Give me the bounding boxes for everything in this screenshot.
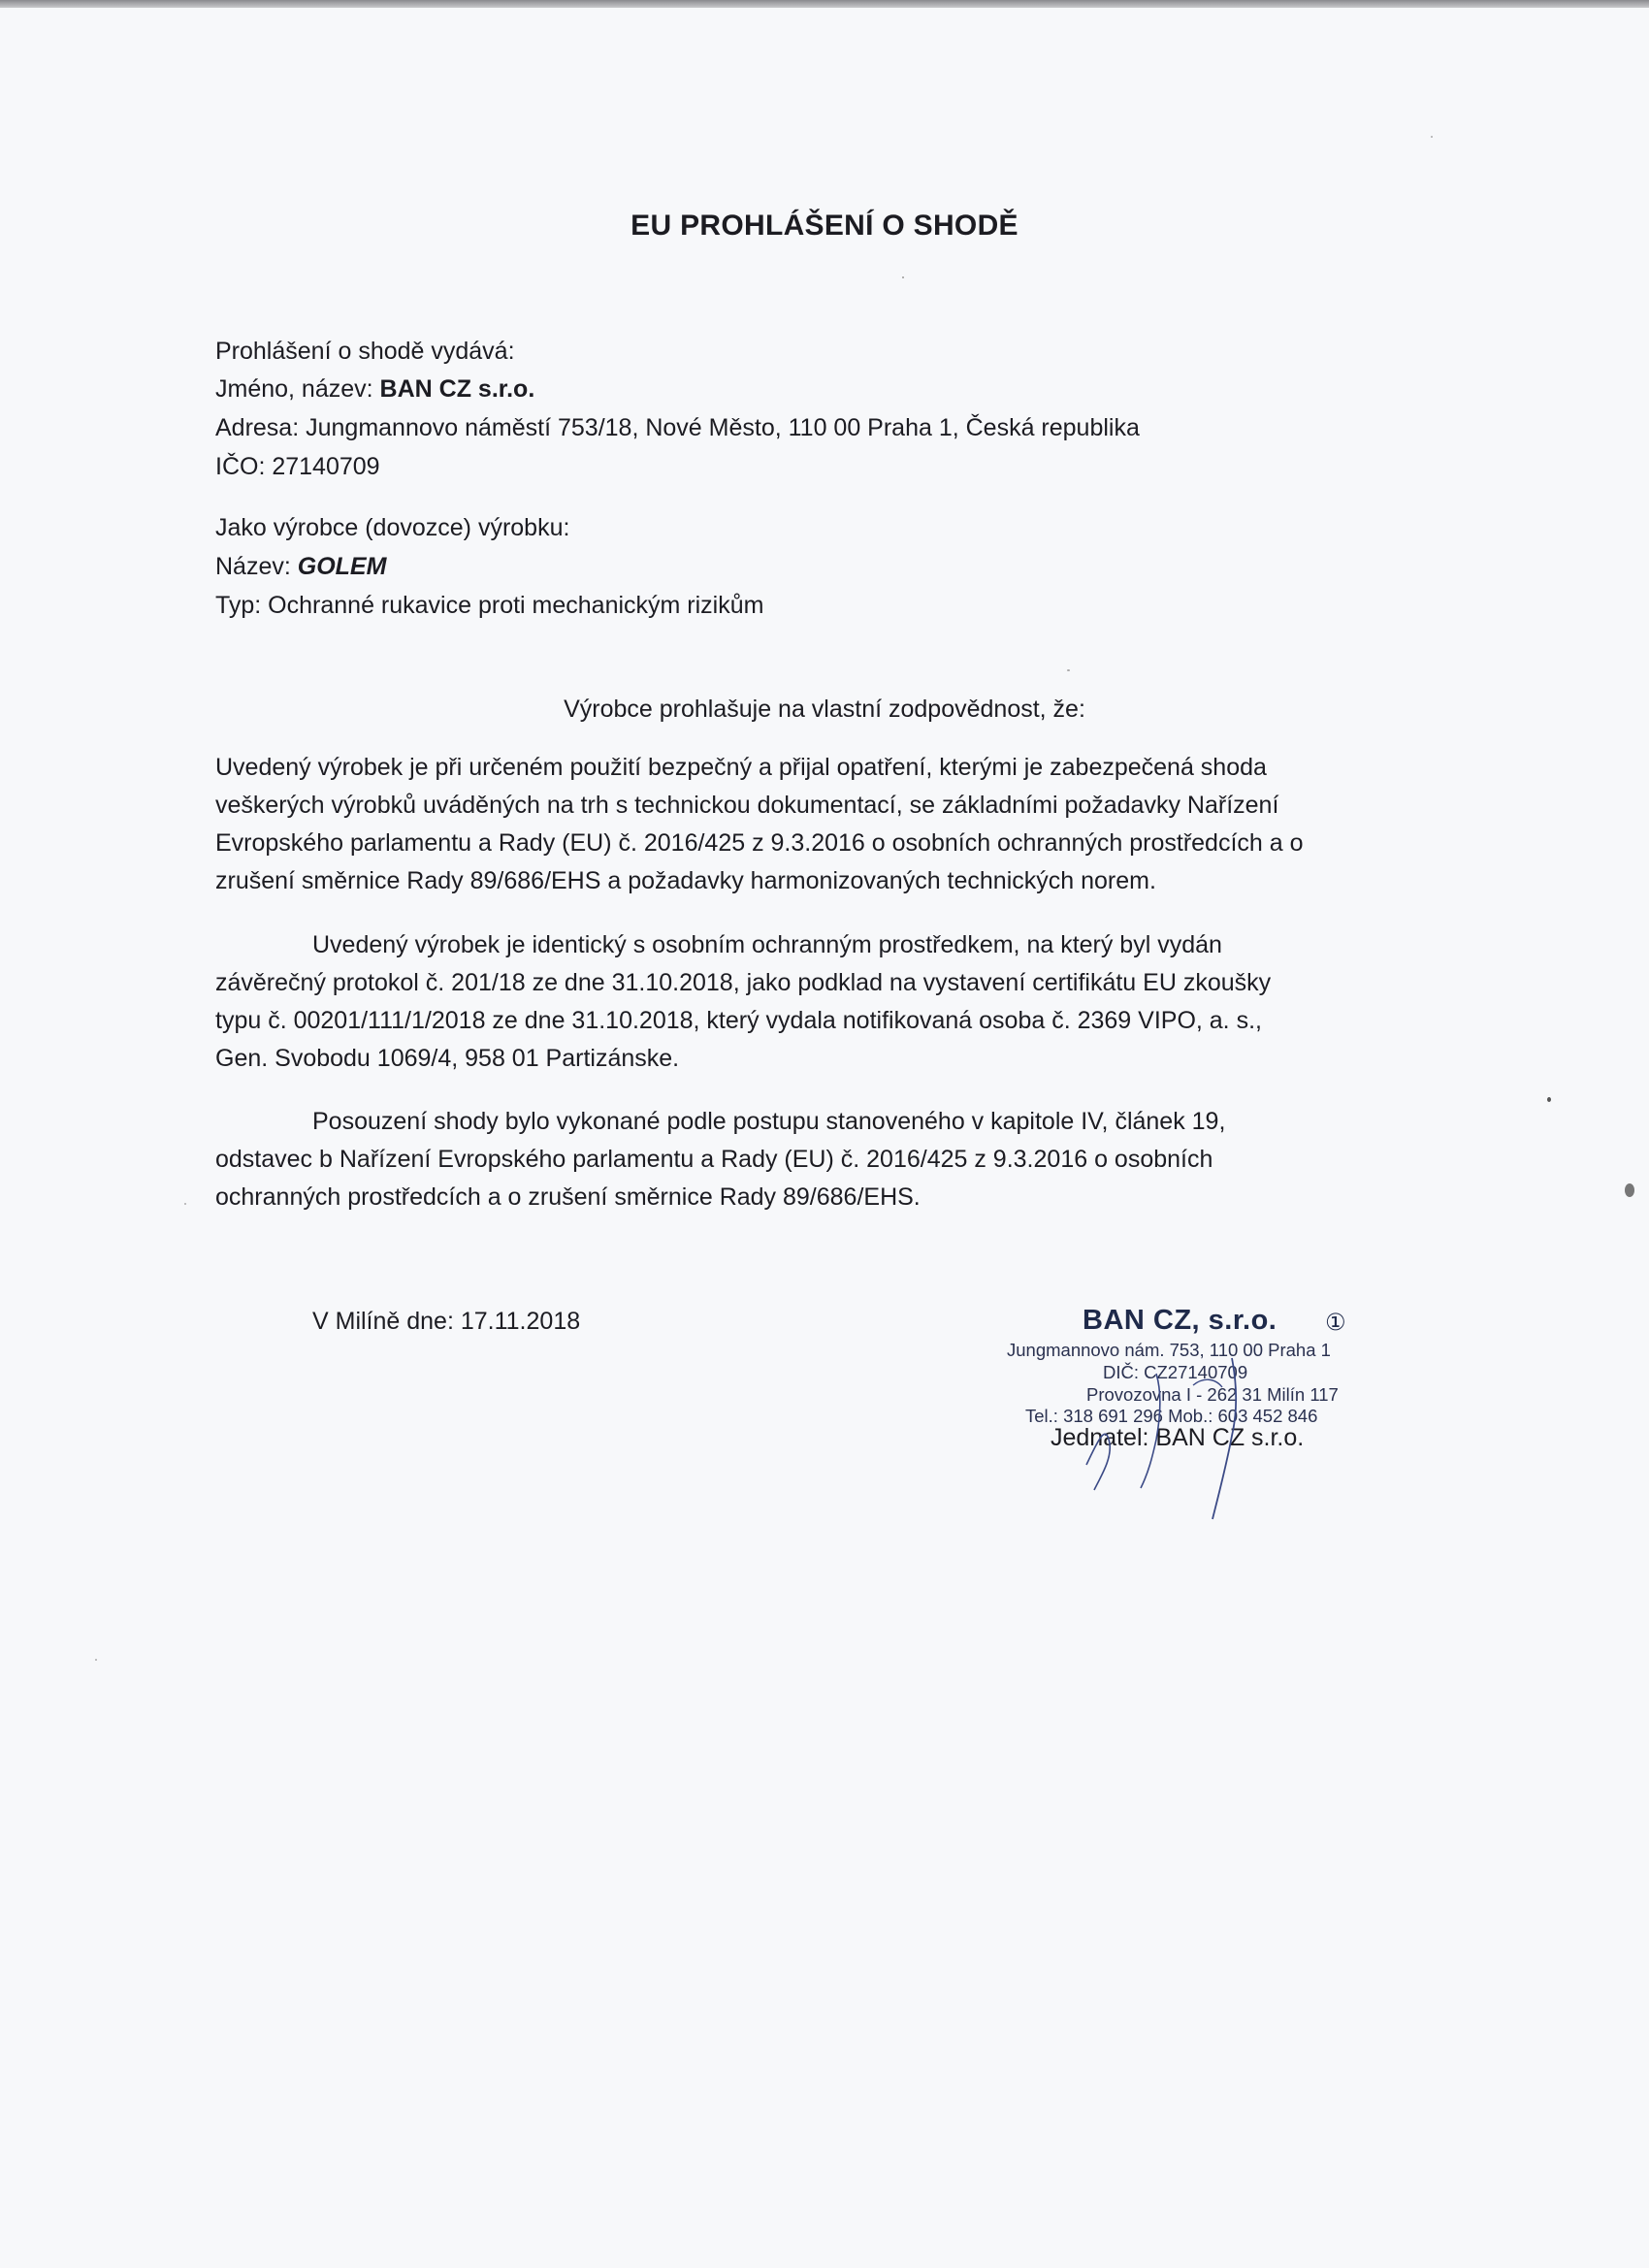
paragraph1-line: zrušení směrnice Rady 89/686/EHS a požadavky harmonizovaných technických norem. <box>215 867 1156 894</box>
paragraph2-line: typu č. 00201/111/1/2018 ze dne 31.10.2018, který vydala notifikovaná osoba č. 2369 VIPO, a. s., <box>215 1007 1262 1034</box>
product-name-line <box>215 553 386 581</box>
stamp-line: DIČ: CZ27140709 <box>1103 1362 1248 1382</box>
document-title: EU PROHLÁŠENÍ O SHODĚ <box>630 210 1018 242</box>
issuer-heading: Prohlášení o shodě vydává: <box>215 338 515 365</box>
product-heading: Jako výrobce (dovozce) výrobku: <box>215 514 570 541</box>
issuer-address: Adresa: Jungmannovo náměstí 753/18, Nové Město, 110 00 Praha 1, Česká republika <box>215 414 1140 441</box>
signer-line: Jednatel: BAN CZ s.r.o. <box>1051 1424 1305 1451</box>
paragraph3-line: odstavec b Nařízení Evropského parlamentu a Rady (EU) č. 2016/425 z 9.3.2016 o osobních <box>215 1146 1213 1173</box>
stamp-line: Jungmannovo nám. 753, 110 00 Praha 1 <box>1007 1340 1331 1360</box>
scan-speck <box>1067 669 1070 671</box>
scan-top-edge <box>0 0 1649 8</box>
paragraph2-line: Gen. Svobodu 1069/4, 958 01 Partizánske. <box>215 1045 680 1072</box>
place-date: V Milíně dne: 17.11.2018 <box>312 1308 581 1335</box>
scan-speck <box>1625 1183 1634 1197</box>
stamp-registered-mark: ① <box>1325 1310 1346 1336</box>
paragraph3-line: ochranných prostředcích a o zrušení směrnice Rady 89/686/EHS. <box>215 1183 921 1211</box>
handwritten-signature <box>1048 1329 1300 1523</box>
product-name-value: GOLEM <box>297 553 387 580</box>
issuer-name-label: Jméno, název: <box>215 375 380 403</box>
scan-speck <box>95 1659 97 1661</box>
scan-speck <box>184 1203 186 1205</box>
stamp-line: Tel.: 318 691 296 Mob.: 603 452 846 <box>1025 1406 1318 1426</box>
paragraph1-line: Evropského parlamentu a Rady (EU) č. 2016/425 z 9.3.2016 o osobních ochranných prostředcích a o <box>215 829 1304 857</box>
product-type: Typ: Ochranné rukavice proti mechanickým rizikům <box>215 592 764 619</box>
stamp-company-name: BAN CZ, s.r.o. <box>1083 1305 1277 1336</box>
declaration-intro: Výrobce prohlašuje na vlastní zodpovědnost, že: <box>564 696 1085 723</box>
paragraph3-line: Posouzení shody bylo vykonané podle postupu stanoveného v kapitole IV, článek 19, <box>312 1108 1226 1135</box>
scan-speck <box>1431 136 1433 138</box>
paragraph1-line: Uvedený výrobek je při určeném použití bezpečný a přijal opatření, kterými je zabezpečená shoda <box>215 754 1267 781</box>
scan-speck <box>902 276 904 278</box>
paragraph1-line: veškerých výrobků uváděných na trh s technickou dokumentací, se základními požadavky Nařízení <box>215 792 1279 819</box>
issuer-ico: IČO: 27140709 <box>215 453 380 480</box>
issuer-name-line <box>215 375 534 404</box>
issuer-name-value: BAN CZ s.r.o. <box>379 375 535 403</box>
scan-speck <box>1547 1097 1551 1102</box>
stamp-line: Provozovna I - 262 31 Milín 117 <box>1086 1384 1339 1405</box>
paragraph2-line: Uvedený výrobek je identický s osobním ochranným prostředkem, na který byl vydán <box>312 931 1222 958</box>
paragraph2-line: závěrečný protokol č. 201/18 ze dne 31.10.2018, jako podklad na vystavení certifikátu EU zkoušky <box>215 969 1272 996</box>
product-name-label: Název: <box>215 553 298 580</box>
